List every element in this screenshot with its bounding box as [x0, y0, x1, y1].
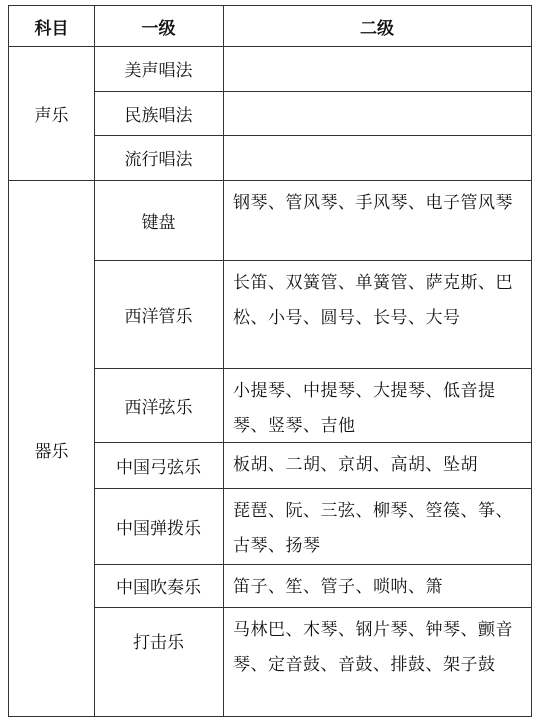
level2-cell: 马林巴、木琴、钢片琴、钟琴、颤音琴、定音鼓、音鼓、排鼓、架子鼓: [233, 620, 513, 675]
category-cell: 器乐: [34, 441, 69, 462]
level2-cell: 钢琴、管风琴、手风琴、电子管风琴: [233, 193, 513, 213]
level2-cell: [223, 91, 531, 141]
level1-cell: 流行唱法: [124, 150, 193, 170]
level1-cell: 西洋弦乐: [124, 397, 193, 418]
level1-cell: 民族唱法: [124, 105, 193, 126]
level2-cell: [223, 46, 531, 97]
header-subject: 科目: [34, 18, 69, 39]
level2-cell: 板胡、二胡、京胡、高胡、坠胡: [233, 455, 478, 475]
level1-cell: 中国弓弦乐: [116, 457, 201, 478]
level1-cell: 西洋管乐: [124, 306, 193, 327]
level2-cell: 长笛、双簧管、单簧管、萨克斯、巴松、小号、圆号、长号、大号: [233, 273, 513, 328]
level1-cell: 中国弹拨乐: [116, 518, 201, 539]
level1-cell: 键盘: [141, 212, 176, 233]
level1-cell: 美声唱法: [124, 61, 193, 81]
level1-cell: 中国吹奏乐: [116, 578, 201, 598]
level2-cell: 小提琴、中提琴、大提琴、低音提琴、竖琴、吉他: [233, 381, 496, 436]
level2-cell: 笛子、笙、管子、唢呐、箫: [233, 577, 443, 597]
category-cell: 声乐: [34, 105, 69, 126]
header-level2: 二级: [360, 18, 394, 39]
level2-cell: 琵琶、阮、三弦、柳琴、箜篌、筝、古琴、扬琴: [233, 501, 513, 556]
header-level1: 一级: [141, 18, 176, 39]
level1-cell: 打击乐: [133, 632, 184, 653]
instrument-table: [8, 5, 532, 717]
level2-cell: [223, 135, 531, 186]
